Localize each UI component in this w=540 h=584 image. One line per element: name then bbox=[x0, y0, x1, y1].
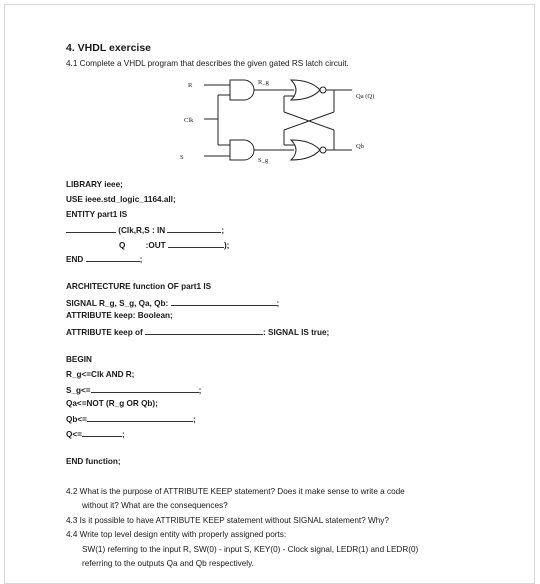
and-gate-top bbox=[230, 80, 254, 100]
exercise-title: 4. VHDL exercise bbox=[66, 42, 152, 54]
code-attr-keep: ATTRIBUTE keep: Boolean; bbox=[66, 311, 173, 320]
question-4-4-detail-2: referring to the outputs Qa and Qb respectively. bbox=[82, 559, 254, 568]
rs-latch-diagram bbox=[170, 72, 400, 167]
question-4-2: 4.2 What is the purpose of ATTRIBUTE KEEP statement? Does it make sense to write a code bbox=[66, 487, 405, 496]
blank-out-type[interactable] bbox=[168, 239, 224, 248]
label-s: S bbox=[180, 154, 184, 161]
code-port-out: Q :OUT ); bbox=[119, 241, 230, 250]
code-use: USE ieee.std_logic_1164.all; bbox=[66, 195, 176, 204]
blank-attr-signals[interactable] bbox=[145, 326, 263, 335]
code-attr-of: ATTRIBUTE keep of : SIGNAL IS true; bbox=[66, 328, 330, 337]
code-q: Q<= ; bbox=[66, 430, 125, 439]
code-rg: R_g<=Clk AND R; bbox=[66, 370, 135, 379]
code-signal: SIGNAL R_g, S_g, Qa, Qb: ; bbox=[66, 299, 280, 308]
task-4-1: 4.1 Complete a VHDL program that describes the given gated RS latch circuit. bbox=[66, 59, 349, 68]
code-entity: ENTITY part1 IS bbox=[66, 210, 128, 219]
blank-sg[interactable] bbox=[91, 384, 199, 393]
blank-q[interactable] bbox=[82, 428, 122, 437]
question-4-2-cont: without it? What are the consequences? bbox=[82, 501, 228, 510]
label-qb: Qb bbox=[356, 143, 364, 150]
label-qa: Qa (Q) bbox=[356, 93, 375, 100]
blank-end-name[interactable] bbox=[86, 253, 140, 262]
label-rg: R_g bbox=[258, 79, 269, 86]
code-port-in: (Clk,R,S : IN ; bbox=[66, 224, 224, 235]
code-qb: Qb<= ; bbox=[66, 415, 196, 424]
nor-gate-top bbox=[291, 80, 320, 100]
code-architecture: ARCHITECTURE function OF part1 IS bbox=[66, 282, 212, 291]
blank-in-type[interactable] bbox=[167, 224, 221, 233]
code-library: LIBRARY ieee; bbox=[66, 180, 123, 189]
code-qa: Qa<=NOT (R_g OR Qb); bbox=[66, 399, 158, 408]
blank-qb[interactable] bbox=[87, 413, 193, 422]
code-end-function: END function; bbox=[66, 457, 121, 466]
code-begin: BEGIN bbox=[66, 355, 92, 364]
nor-gate-bottom bbox=[291, 140, 320, 160]
label-sg: S_g bbox=[258, 157, 269, 164]
blank-signal-type[interactable] bbox=[171, 297, 277, 306]
and-gate-bottom bbox=[230, 140, 254, 160]
blank-port-open[interactable] bbox=[66, 224, 116, 233]
code-sg: S_g<= ; bbox=[66, 386, 202, 395]
label-clk: Clk bbox=[184, 117, 194, 124]
code-end-entity: END ; bbox=[66, 255, 143, 264]
question-4-4-detail: SW(1) referring to the input R, SW(0) - input S, KEY(0) - Clock signal, LEDR(1) and LEDR(0) bbox=[82, 545, 419, 554]
label-r: R bbox=[188, 82, 193, 89]
question-4-4: 4.4 Write top level design entity with properly assigned ports: bbox=[66, 530, 287, 539]
question-4-3: 4.3 Is it possible to have ATTRIBUTE KEEP statement without SIGNAL statement? Why? bbox=[66, 516, 389, 525]
